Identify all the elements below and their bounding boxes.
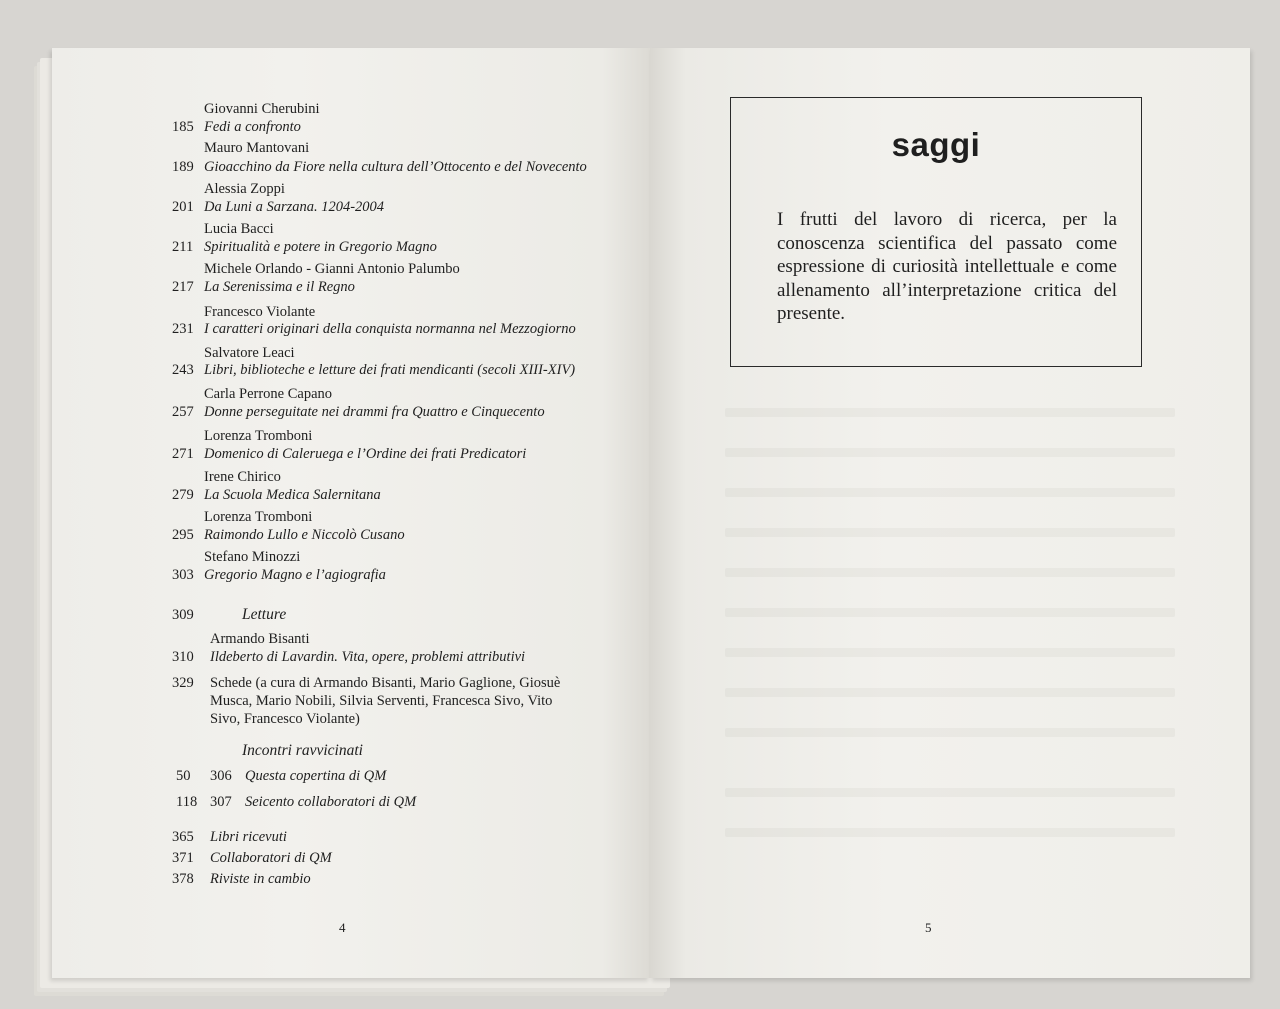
right-page-section-intro [650, 48, 1250, 978]
show-through-line [725, 828, 1175, 837]
show-through-line [725, 568, 1175, 577]
right-page-number: 5 [925, 920, 932, 935]
left-page-number: 4 [339, 920, 346, 935]
schede-line: Schede (a cura di Armando Bisanti, Mario Gaglione, Giosuè [210, 675, 561, 691]
toc-title: Gregorio Magno e l’agiografia [204, 567, 386, 583]
toc-page-number: 271 [172, 446, 194, 462]
toc-page-number: 329 [172, 675, 194, 691]
toc-page-number: 217 [172, 279, 194, 295]
toc-list [52, 48, 650, 978]
toc-author: Michele Orlando - Gianni Antonio Palumbo [204, 261, 460, 277]
toc-title: I caratteri originari della conquista normanna nel Mezzogiorno [204, 321, 576, 337]
toc-page-number: 371 [172, 850, 194, 866]
toc-author: Armando Bisanti [210, 631, 310, 647]
toc-title: Ildeberto di Lavardin. Vita, opere, problemi attributivi [210, 649, 526, 665]
toc-page-number: 50 [176, 768, 191, 784]
toc-title: Collaboratori di QM [210, 850, 332, 866]
show-through-line [725, 448, 1175, 457]
show-through-line [725, 408, 1175, 417]
toc-author: Francesco Violante [204, 304, 316, 320]
show-through-line [725, 608, 1175, 617]
toc-title: La Serenissima e il Regno [204, 279, 355, 295]
toc-page-number: 243 [172, 362, 194, 378]
schede-line: Musca, Mario Nobili, Silvia Serventi, Francesca Sivo, Vito [210, 693, 553, 709]
toc-page-number: 279 [172, 487, 194, 503]
toc-author: Irene Chirico [204, 469, 281, 485]
toc-author: Stefano Minozzi [204, 549, 301, 565]
show-through-line [725, 728, 1175, 737]
toc-author: Lorenza Tromboni [204, 509, 313, 525]
toc-title: Libri, biblioteche e letture dei frati mendicanti (secoli XIII-XIV) [204, 362, 576, 378]
toc-title: Da Luni a Sarzana. 1204-2004 [204, 199, 385, 215]
toc-title: La Scuola Medica Salernitana [204, 487, 381, 503]
toc-title: Spiritualità e potere in Gregorio Magno [204, 239, 437, 255]
toc-author: Lucia Bacci [204, 221, 274, 237]
toc-title: Riviste in cambio [210, 871, 311, 887]
toc-title: Gioacchino da Fiore nella cultura dell’Ottocento e del Novecento [204, 159, 587, 175]
toc-title: Seicento collaboratori di QM [245, 794, 417, 810]
toc-page-number: 189 [172, 159, 194, 175]
toc-page-number: 231 [172, 321, 194, 337]
toc-page-number: 303 [172, 567, 194, 583]
toc-page-number: 309 [172, 607, 194, 623]
toc-page-number: 378 [172, 871, 194, 887]
toc-author: Carla Perrone Capano [204, 386, 333, 402]
toc-title: Domenico di Caleruega e l’Ordine dei frati Predicatori [204, 446, 527, 462]
toc-author: Mauro Mantovani [204, 140, 310, 156]
toc-page-number: 118 [176, 794, 198, 810]
toc-page-number: 307 [210, 794, 232, 810]
toc-title: Donne perseguitate nei drammi fra Quattro e Cinquecento [204, 404, 545, 420]
section-title: saggi [891, 126, 981, 163]
toc-page-number: 310 [172, 649, 194, 665]
toc-page-number: 211 [172, 239, 194, 255]
section-box [730, 97, 1142, 367]
section-description: I frutti del lavoro di ricerca, per la conoscenza scientifica del passato come espressione di curiosità intellettuale e come allenamento all’interpretazione critica del presente. [777, 209, 1117, 324]
show-through-line [725, 788, 1175, 797]
toc-title: Questa copertina di QM [245, 768, 387, 784]
show-through-line [725, 648, 1175, 657]
toc-page-number: 201 [172, 199, 194, 215]
toc-title: Libri ricevuti [210, 829, 287, 845]
toc-author: Alessia Zoppi [204, 181, 285, 197]
left-page-table-of-contents [52, 48, 650, 978]
section-heading: Incontri ravvicinati [242, 742, 363, 759]
section-heading: Letture [242, 606, 287, 623]
show-through-line [725, 488, 1175, 497]
show-through-line [725, 528, 1175, 537]
toc-title: Raimondo Lullo e Niccolò Cusano [204, 527, 405, 543]
toc-author: Salvatore Leaci [204, 345, 295, 361]
schede-line: Sivo, Francesco Violante) [210, 711, 360, 727]
show-through-line [725, 688, 1175, 697]
toc-page-number: 365 [172, 829, 194, 845]
toc-page-number: 257 [172, 404, 194, 420]
toc-page-number: 295 [172, 527, 194, 543]
toc-author: Lorenza Tromboni [204, 428, 313, 444]
toc-page-number: 185 [172, 119, 194, 135]
toc-page-number: 306 [210, 768, 232, 784]
toc-title: Fedi a confronto [204, 119, 301, 135]
toc-author: Giovanni Cherubini [204, 101, 320, 117]
